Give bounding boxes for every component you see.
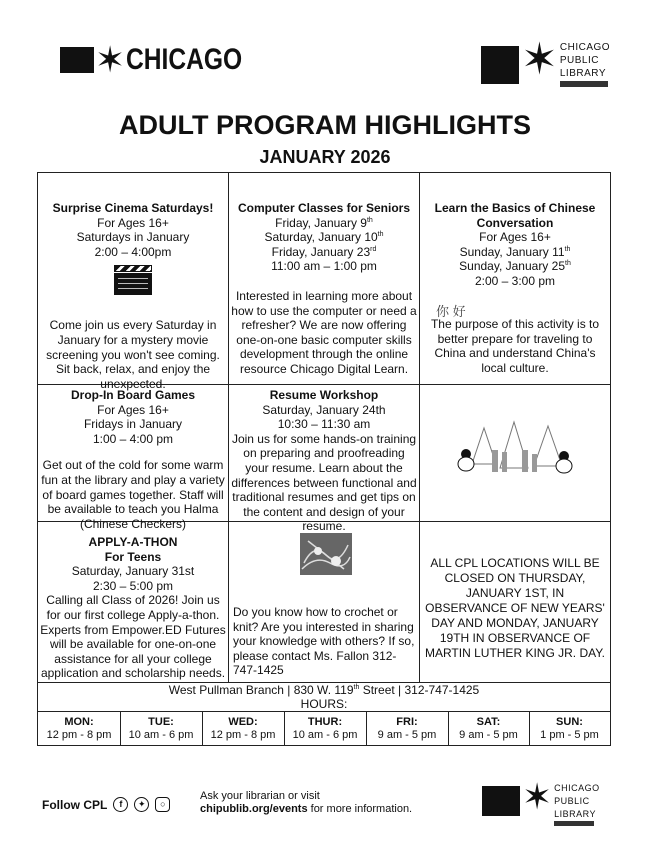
- page-title: ADULT PROGRAM HIGHLIGHTS: [119, 110, 531, 140]
- program-chinese-conversation: [422, 201, 608, 376]
- program-title: Drop-In Board Games: [70, 388, 196, 402]
- hours-day: THUR:: [307, 716, 343, 728]
- program-crochet: [233, 605, 417, 678]
- footer-line: for more information.: [307, 803, 413, 815]
- hours-time: 9 am - 5 pm: [377, 729, 437, 741]
- footer-info: [200, 790, 412, 816]
- hours-day: FRI:: [396, 716, 418, 728]
- hours-time: 12 pm - 8 pm: [210, 729, 276, 741]
- chinese-characters: 你 好: [436, 303, 466, 319]
- program-date: Sunday, January 25th: [459, 259, 571, 274]
- program-ages: For Ages 16+: [479, 230, 551, 245]
- program-description: Come join us every Saturday in January for a mystery movie screening you won't see coming. Sit back, relax, and enjoy the unexpected.: [46, 318, 220, 391]
- program-title: APPLY-A-THON: [88, 535, 178, 549]
- program-description: Join us for some hands-on training on preparing and proofreading your resume. Learn about the differences between functional and traditional resumes and get tips on the content and design of your resume.: [231, 431, 417, 534]
- program-resume-workshop: [231, 388, 417, 534]
- logo-line: LIBRARY: [554, 809, 597, 819]
- facebook-icon[interactable]: f: [113, 797, 128, 812]
- program-cinema: [40, 201, 226, 391]
- hours-tue: [120, 716, 202, 742]
- hours-sun: [529, 716, 610, 742]
- logo-block: [60, 47, 94, 73]
- closure-text: ALL CPL LOCATIONS WILL BE CLOSED ON THURSDAY, JANUARY 1ST, IN OBSERVANCE OF NEW YEARS' DAY AND MONDAY, JANUARY 19TH IN OBSERVANCE OF MARTIN LUTHER KING JR. DAY.: [424, 556, 606, 660]
- program-title: Resume Workshop: [269, 388, 379, 402]
- hours-day: MON:: [64, 716, 94, 728]
- follow-cpl: [42, 797, 170, 812]
- program-apply-a-thon: [40, 535, 226, 681]
- footer-line: Ask your librarian or visit: [200, 790, 320, 802]
- program-detail: 1:00 – 4:00 pm: [92, 431, 174, 446]
- logo-line: PUBLIC: [559, 55, 599, 66]
- grid-line: [37, 745, 611, 746]
- hours-time: 12 pm - 8 pm: [46, 729, 112, 741]
- logo-line: CHICAGO: [554, 783, 600, 793]
- hours-sat: [448, 716, 529, 742]
- hours-time: 10 am - 6 pm: [292, 729, 358, 741]
- closure-notice: [424, 556, 606, 661]
- program-date: Saturday, January 24th: [262, 402, 386, 417]
- program-description: Interested in learning more about how to use the computer or need a refresher? We are now offering one-on-one basic computer skills development through the online resource Chicago Digital Learn.: [231, 288, 417, 376]
- program-description: Do you know how to crochet or knit? Are you interested in sharing your knowledge with others? If so, please contact Ms. Fallon 312-747-1425: [233, 605, 415, 678]
- grid-line: [366, 711, 367, 745]
- instagram-icon[interactable]: ○: [155, 797, 170, 812]
- hours-wed: [202, 716, 284, 742]
- program-date: Saturday, January 31st: [71, 564, 195, 579]
- grid-line: [202, 711, 203, 745]
- logo-line: LIBRARY: [559, 68, 606, 79]
- program-detail: 2:00 – 4:00pm: [94, 244, 172, 259]
- program-description: Get out of the cold for some warm fun at the library and play a variety of board games together. Staff will be available to teach you Halma (Chinese Checkers): [41, 458, 225, 531]
- program-time: 11:00 am – 1:00 pm: [271, 259, 377, 274]
- program-computer-classes: [231, 201, 417, 377]
- hours-label: HOURS:: [300, 697, 348, 711]
- hours-time: 1 pm - 5 pm: [540, 729, 599, 741]
- hours-time: 9 am - 5 pm: [459, 729, 518, 741]
- star-icon: ✶: [95, 39, 126, 80]
- grid-line: [228, 172, 229, 682]
- grid-line: [37, 172, 611, 173]
- program-detail: Saturdays in January: [76, 230, 190, 245]
- hours-day: WED:: [228, 716, 258, 728]
- grid-line: [448, 711, 449, 745]
- grid-line: [284, 711, 285, 745]
- logo-line: CHICAGO: [559, 42, 611, 53]
- branch-address: West Pullman Branch | 830 W. 119th Street | 312-747-1425: [168, 683, 480, 697]
- hours-fri: [366, 716, 448, 742]
- grid-line: [419, 172, 420, 682]
- hours-day: TUE:: [148, 716, 174, 728]
- hours-day: SAT:: [476, 716, 501, 728]
- program-detail: For Ages 16+: [97, 215, 169, 230]
- city-logo-text: CHICAGO: [126, 43, 243, 76]
- program-title: Surprise Cinema Saturdays!: [52, 201, 214, 215]
- twitter-icon[interactable]: ✦: [134, 797, 149, 812]
- program-detail: Fridays in January: [83, 417, 183, 432]
- events-link[interactable]: chipublib.org/events: [200, 803, 308, 815]
- program-date: Friday, January 23rd: [271, 244, 377, 259]
- program-date: Saturday, January 10th: [264, 230, 384, 245]
- hours-mon: [38, 716, 120, 742]
- grid-line: [610, 172, 611, 746]
- chicago-public-library-logo: [481, 35, 611, 87]
- program-time: 2:00 – 3:00 pm: [474, 273, 556, 288]
- star-icon: ✶: [521, 35, 558, 84]
- clapperboard-icon: [114, 265, 152, 295]
- branch-info: [38, 683, 610, 711]
- knitting-image: [300, 533, 352, 575]
- chicago-public-library-logo: [482, 776, 600, 826]
- program-detail: For Ages 16+: [97, 402, 169, 417]
- follow-label: Follow CPL: [42, 797, 108, 812]
- grid-line: [37, 172, 38, 746]
- gnomes-illustration: [452, 420, 580, 478]
- hours-thur: [284, 716, 366, 742]
- grid-line: [529, 711, 530, 745]
- program-description: The purpose of this activity is to better prepare for traveling to China and understand China's local culture.: [430, 317, 600, 375]
- hours-time: 10 am - 6 pm: [128, 729, 194, 741]
- page-subtitle: JANUARY 2026: [259, 147, 391, 167]
- program-description: Calling all Class of 2026! Join us for our first college Apply-a-thon. Experts from Empower.ED Futures will be available for one-on-one assistance for all your college application and scholarship needs.: [40, 593, 226, 681]
- star-icon: ✶: [522, 776, 553, 817]
- program-title: Computer Classes for Seniors: [237, 201, 411, 215]
- logo-line: PUBLIC: [554, 796, 590, 806]
- program-subtitle: For Teens: [104, 549, 162, 564]
- grid-line: [120, 711, 121, 745]
- program-date: Sunday, January 11th: [459, 244, 571, 259]
- program-time: 10:30 – 11:30 am: [277, 417, 371, 432]
- program-board-games: [40, 388, 226, 531]
- program-date: Friday, January 9th: [275, 215, 373, 230]
- program-title: Learn the Basics of Chinese Conversation: [434, 201, 596, 230]
- city-of-chicago-logo: [60, 39, 268, 80]
- hours-day: SUN:: [556, 716, 583, 728]
- grid-line: [37, 711, 611, 712]
- program-time: 2:30 – 5:00 pm: [92, 578, 174, 593]
